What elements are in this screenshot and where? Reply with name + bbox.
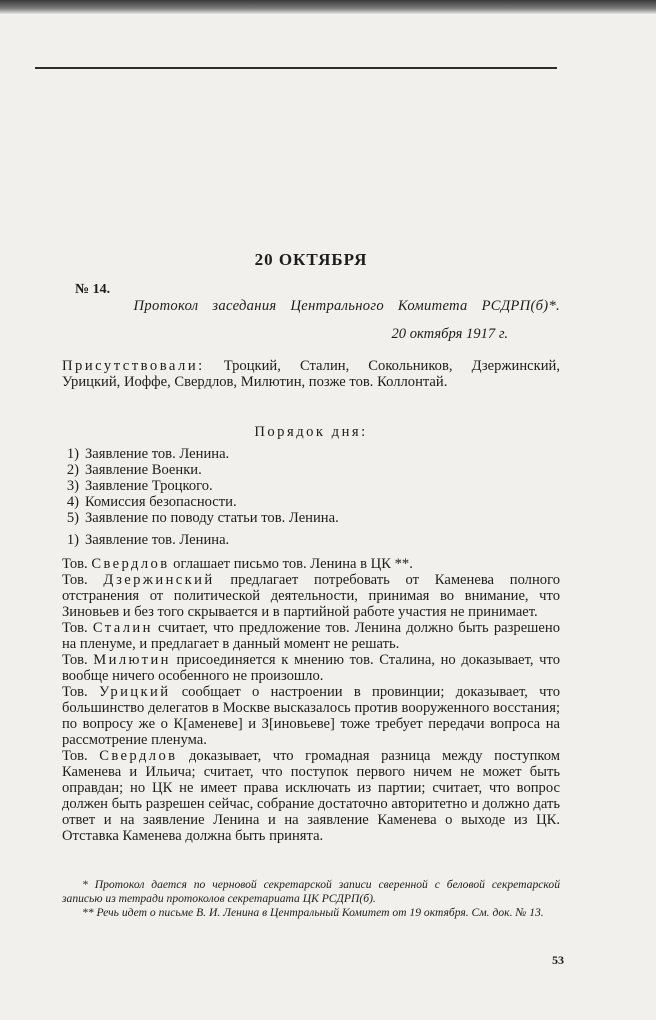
speaker-prefix: Тов. bbox=[62, 572, 104, 588]
agenda-item-text: Заявление Военки. bbox=[85, 462, 202, 478]
agenda-item bbox=[62, 510, 560, 526]
attendees bbox=[62, 358, 560, 390]
agenda-item bbox=[62, 462, 560, 478]
paragraph-text: присоединяется к мнению тов. Сталина, но доказывает, что вообще ничего особенного не произошло. bbox=[62, 652, 560, 684]
agenda-title: Порядок дня: bbox=[254, 424, 368, 440]
speaker-name: Дзержинский bbox=[103, 572, 215, 588]
speaker-name: Свердлов bbox=[99, 748, 178, 764]
agenda-item-text: Заявление тов. Ленина. bbox=[85, 532, 230, 548]
footnote: * Протокол дается по черновой секретарской записи сверенной с беловой секретарской записью из тетради протоколов секретариата ЦК РСДРП(б). bbox=[62, 878, 560, 905]
minutes-paragraph bbox=[62, 572, 560, 620]
agenda-list bbox=[62, 446, 560, 526]
speaker-prefix: Тов. bbox=[62, 684, 99, 700]
speaker-prefix: Тов. bbox=[62, 748, 100, 764]
paragraph-text: считает, что предложение тов. Ленина должно быть разрешено на пленуме, и предлагает в данный момент не решать. bbox=[62, 620, 560, 652]
scan-top-edge bbox=[0, 0, 656, 14]
speaker-prefix: Тов. bbox=[62, 652, 94, 668]
agenda-item bbox=[62, 446, 560, 462]
agenda-item-number: 3) bbox=[66, 478, 79, 494]
agenda-item-number: 1) bbox=[66, 446, 79, 462]
agenda-item bbox=[62, 494, 560, 510]
speaker-name: Урицкий bbox=[98, 684, 171, 700]
agenda-item-text: Заявление Троцкого. bbox=[85, 478, 213, 494]
agenda-item-heading bbox=[62, 532, 560, 548]
agenda-item-number: 2) bbox=[66, 462, 79, 478]
minutes-paragraph bbox=[62, 556, 560, 572]
paragraph-text: оглашает письмо тов. Ленина в ЦК **. bbox=[169, 556, 413, 572]
paragraph-text: предлагает потребовать от Каменева полного отстранения от политической деятельности, принимая во внимание, что Зиновьев и без того скрывается и в партийной работе участия не принимает. bbox=[62, 572, 560, 620]
minutes-paragraph bbox=[62, 684, 560, 748]
speaker-name: Сталин bbox=[92, 620, 153, 636]
paragraph-text: сообщает о настроении в провинции; доказывает, что большинство делегатов в Москве высказалось против вооруженного восстания; по вопросу же о К[аменеве] и З[иновьеве] тоже требует передачи вопроса на рассмотрение пленума. bbox=[62, 684, 561, 748]
section-date-heading: 20 ОКТЯБРЯ bbox=[254, 250, 368, 269]
page-number: 53 bbox=[552, 953, 564, 967]
paragraph-text: доказывает, что громадная разница между поступком Каменева и Ильича; считает, что поступок первого ничем не может быть оправдан; но ЦК не имеет права исключать из партии; считает, что вопрос должен быть разрешен сейчас, собрание достаточно авторитетно и должно дать ответ и на заявление Ленина и на заявление Каменева о выходе из ЦК. Отставка Каменева должна быть принята. bbox=[62, 748, 560, 844]
agenda-item-text: Заявление по поводу статьи тов. Ленина. bbox=[85, 510, 339, 526]
minutes-paragraph bbox=[62, 748, 560, 844]
header-rule bbox=[35, 67, 557, 69]
footnotes bbox=[62, 878, 560, 920]
speaker-prefix: Тов. bbox=[62, 620, 93, 636]
speaker-name: Свердлов bbox=[91, 556, 170, 572]
attendees-label: Присутствовали: bbox=[62, 358, 205, 374]
minutes-paragraph bbox=[62, 620, 560, 652]
speaker-prefix: Тов. bbox=[62, 556, 92, 572]
minutes-paragraph bbox=[62, 652, 560, 684]
document-body bbox=[62, 252, 560, 844]
agenda-item-number: 4) bbox=[66, 494, 79, 510]
agenda-item-number: 5) bbox=[66, 510, 79, 526]
footnote: ** Речь идет о письме В. И. Ленина в Центральный Комитет от 19 октября. См. док. № 13. bbox=[82, 906, 544, 919]
agenda-item-number: 1) bbox=[66, 532, 79, 548]
speaker-name: Милютин bbox=[93, 652, 171, 668]
document-number: № 14. bbox=[75, 282, 111, 297]
agenda-item-text: Комиссия безопасности. bbox=[85, 494, 237, 510]
agenda-item bbox=[62, 478, 560, 494]
agenda-item-text: Заявление тов. Ленина. bbox=[85, 446, 230, 462]
document-title: Протокол заседания Центрального Комитета РСДРП(б)*. bbox=[133, 298, 560, 314]
document-date: 20 октября 1917 г. bbox=[391, 326, 508, 342]
attendees-names: Троцкий, Сталин, Сокольников, Дзержинский, Урицкий, Иоффе, Свердлов, Милютин, позже тов. Коллонтай. bbox=[62, 358, 560, 390]
